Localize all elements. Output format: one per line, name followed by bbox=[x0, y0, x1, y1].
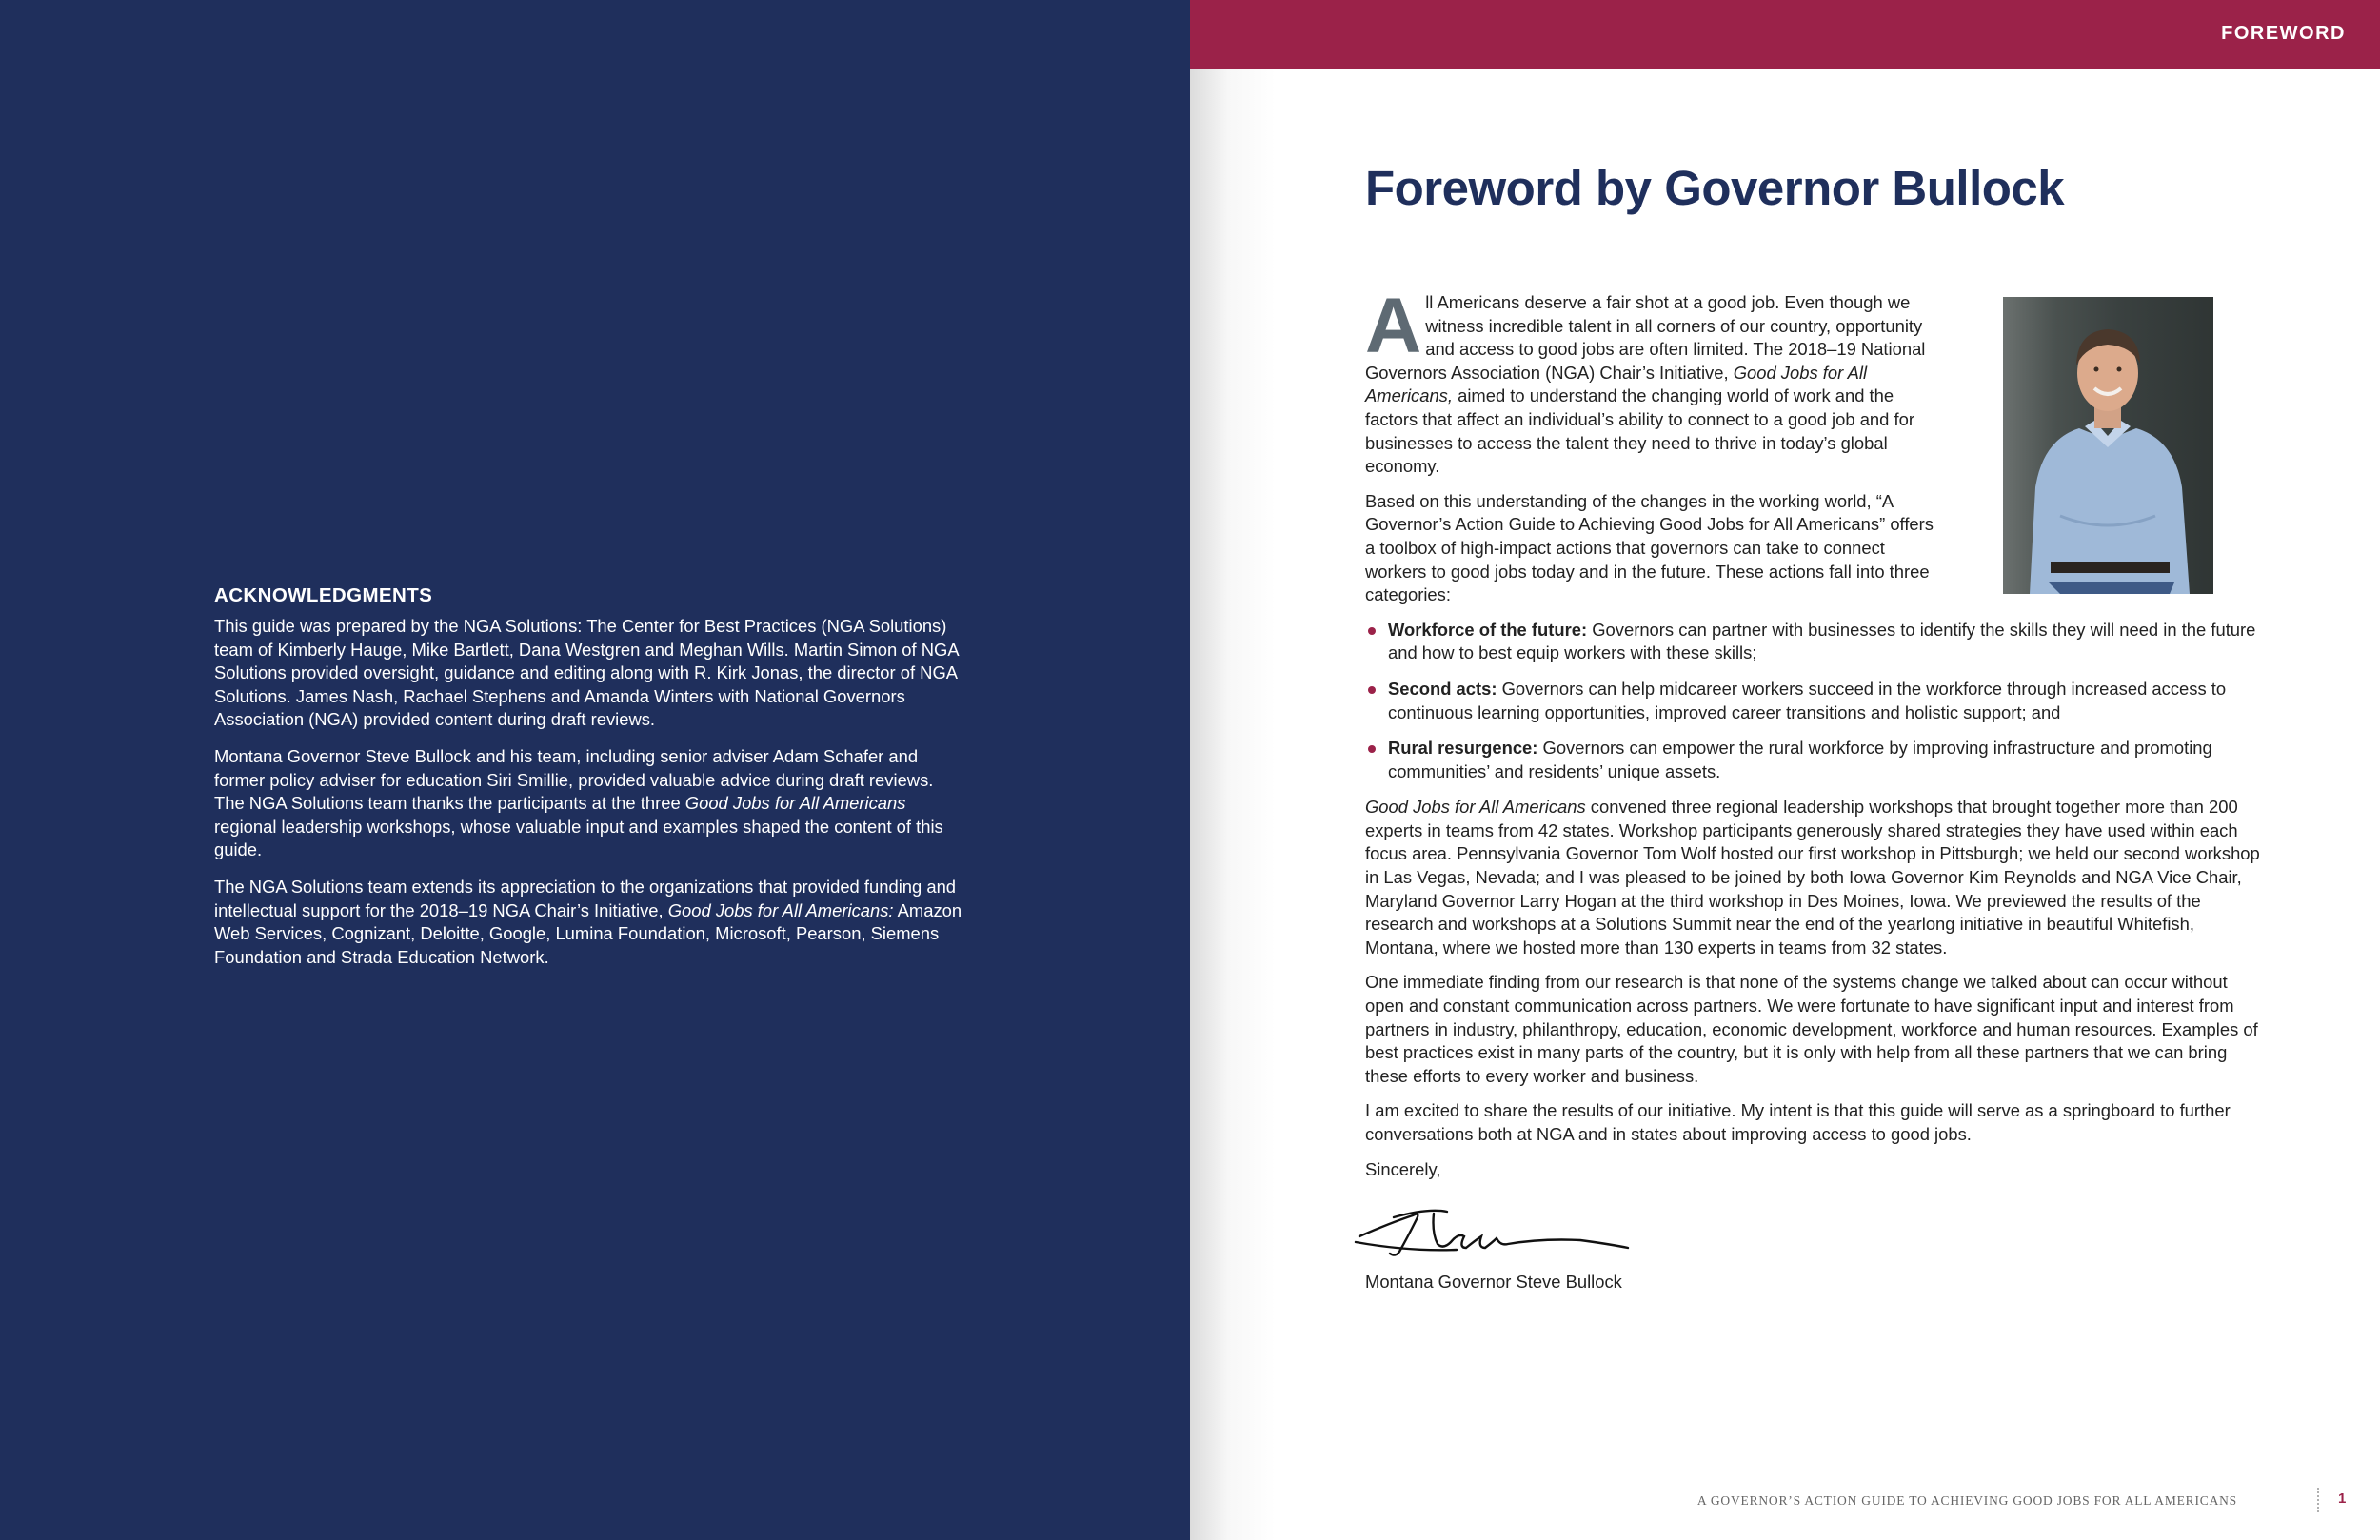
foreword-paragraph-5: I am excited to share the results of our initiative. My intent is that this guide will serve as a springboard to further conversations both at NGA and in states about improving access to good jobs. bbox=[1365, 1100, 2231, 1144]
acknowledgments-paragraph-2: Montana Governor Steve Bullock and his team, including senior adviser Adam Schafer and former policy adviser for education Siri Smillie, provided valuable advice during draft reviews. The NGA Solutions team thanks the participants at the three Good Jobs for All Americans regional leadership workshops, whose valuable input and examples shaped the content of this guide. bbox=[214, 745, 943, 860]
foreword-paragraph-1: All Americans deserve a fair shot at a good job. Even though we witness incredible talent in all corners of our country, opportunity and access to good jobs are often limited. The 2018–19 National Governors Association (NGA) Chair’s Initiative, Good Jobs for All Americans, aimed to understand the changing world of work and the factors that affect an individual’s ability to connect to a good job and for businesses to access the talent they need to thrive in today’s global economy. bbox=[1365, 283, 1926, 477]
footer-guide-title: A GOVERNOR’S ACTION GUIDE TO ACHIEVING GOOD JOBS FOR ALL AMERICANS bbox=[1696, 1493, 2237, 1508]
section-label: FOREWORD bbox=[2221, 23, 2346, 44]
signature-image bbox=[1352, 1194, 1637, 1261]
right-page bbox=[1190, 0, 2380, 1540]
drop-cap: A bbox=[1365, 283, 1422, 369]
acknowledgments-section bbox=[214, 584, 966, 982]
list-item: Second acts: Governors can help midcareer workers succeed in the workforce through increased access to continuous learning opportunities, improved career transitions and holistic support; and bbox=[1365, 678, 2260, 724]
action-categories-list bbox=[1365, 619, 2260, 784]
foreword-paragraph-4: One immediate finding from our research is that none of the systems change we talked about can occur without open and constant communication across partners. We were fortunate to have significant input and interest from partners in industry, philanthropy, education, economic development, workforce and human resources. Examples of best practices exist in many parts of the country, but it is only with help from all these partners that we can bring these efforts to every worker and business. bbox=[1365, 972, 2258, 1086]
closing: Sincerely, bbox=[1365, 1158, 1441, 1179]
list-item: Workforce of the future: Governors can partner with businesses to identify the skills they will need in the future and how to best equip workers with these skills; bbox=[1365, 619, 2260, 665]
page-title: Foreword by Governor Bullock bbox=[1365, 161, 2065, 215]
footer-divider bbox=[2317, 1488, 2319, 1512]
list-item: Rural resurgence: Governors can empower the rural workforce by improving infrastructure and promoting communities’ and residents’ unique assets. bbox=[1365, 737, 2260, 783]
foreword-paragraph-3: Good Jobs for All Americans convened three regional leadership workshops that brought together more than 200 experts in teams from 42 states. Workshop participants generously shared strategies they have used within each focus area. Pennsylvania Governor Tom Wolf hosted our first workshop in Pittsburgh; we held our second workshop in Las Vegas, Nevada; and I was pleased to be joined by both Iowa Governor Kim Reynolds and NGA Vice Chair, Maryland Governor Larry Hogan at the third workshop in Des Moines, Iowa. We previewed the results of the research and workshops at a Solutions Summit near the end of the yearlong initiative in beautiful Whitefish, Montana, where we hosted more than 130 experts in teams from 32 states. bbox=[1365, 797, 2260, 958]
acknowledgments-paragraph-3: The NGA Solutions team extends its appreciation to the organizations that provided funding and intellectual support for the 2018–19 NGA Chair’s Initiative, Good Jobs for All Americans: Amazon Web Services, Cognizant, Deloitte, Google, Lumina Foundation, Microsoft, Pearson, Siemens Foundation and Strada Education Network. bbox=[214, 876, 962, 967]
acknowledgments-heading: ACKNOWLEDGMENTS bbox=[214, 584, 433, 606]
foreword-body bbox=[1365, 283, 2260, 1306]
page-number: 1 bbox=[2338, 1491, 2347, 1507]
section-banner bbox=[1190, 0, 2380, 69]
acknowledgments-paragraph-1: This guide was prepared by the NGA Solutions: The Center for Best Practices (NGA Solutions) team of Kimberly Hauge, Mike Bartlett, Dana Westgren and Meghan Wills. Martin Simon of NGA Solutions provided oversight, guidance and editing along with R. Kirk Jonas, the director of NGA Solutions. James Nash, Rachael Stephens and Amanda Winters with National Governors Association (NGA) provided content during draft reviews. bbox=[214, 616, 959, 730]
foreword-paragraph-2: Based on this understanding of the changes in the working world, “A Governor’s Action Guide to Achieving Good Jobs for All Americans” offers a toolbox of high-impact actions that governors can take to connect workers to good jobs today and in the future. These actions fall into three categories: bbox=[1365, 490, 1934, 605]
signatory-name: Montana Governor Steve Bullock bbox=[1365, 1272, 1622, 1293]
